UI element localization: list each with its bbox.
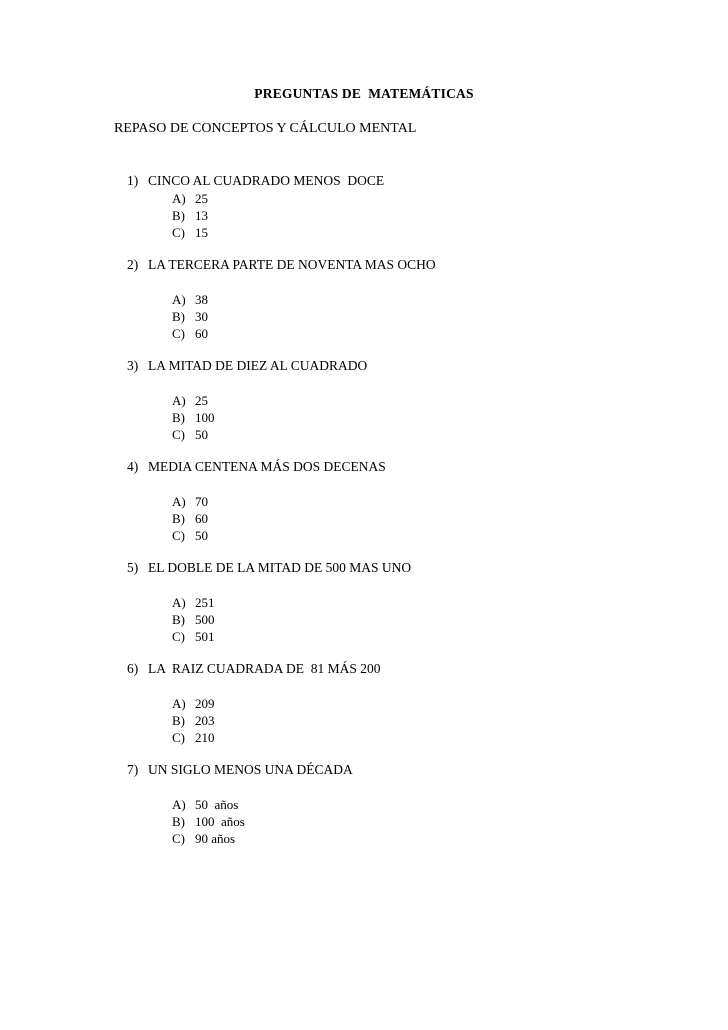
question-7 [127,761,687,847]
option-list [172,594,687,645]
question-number: 2) [127,257,139,272]
option-b [172,611,687,628]
question-6 [127,660,687,746]
option-list [172,695,687,746]
option-a [172,796,687,813]
option-letter: B) [172,612,185,627]
question-text: EL DOBLE DE LA MITAD DE 500 MAS UNO [148,560,412,575]
option-letter: B) [172,814,185,829]
option-letter: B) [172,208,185,223]
option-a [172,190,687,207]
option-c [172,830,687,847]
option-value: 50 años [195,797,239,812]
option-value: 50 [195,528,208,543]
option-c [172,224,687,241]
option-letter: A) [172,393,186,408]
option-letter: A) [172,696,186,711]
option-letter: C) [172,730,185,745]
option-value: 25 [195,191,208,206]
option-letter: C) [172,629,185,644]
option-letter: C) [172,528,185,543]
option-value: 60 [195,326,208,341]
option-value: 70 [195,494,208,509]
option-value: 100 años [195,814,245,829]
option-c [172,628,687,645]
option-letter: C) [172,326,185,341]
option-value: 203 [195,713,215,728]
option-b [172,510,687,527]
question-text: MEDIA CENTENA MÁS DOS DECENAS [148,459,386,474]
question-text: LA RAIZ CUADRADA DE 81 MÁS 200 [148,661,381,676]
question-number: 6) [127,661,139,676]
option-letter: C) [172,831,185,846]
option-value: 251 [195,595,215,610]
option-letter: A) [172,191,186,206]
option-letter: B) [172,713,185,728]
option-b [172,308,687,325]
option-value: 500 [195,612,215,627]
question-5 [127,559,687,645]
option-letter: A) [172,292,186,307]
question-number: 3) [127,358,139,373]
option-a [172,695,687,712]
option-c [172,325,687,342]
option-a [172,493,687,510]
option-value: 60 [195,511,208,526]
question-3 [127,357,687,443]
option-letter: A) [172,595,186,610]
question-number: 4) [127,459,139,474]
document-subtitle: REPASO DE CONCEPTOS Y CÁLCULO MENTAL [114,121,417,136]
option-letter: A) [172,494,186,509]
document-title: PREGUNTAS DE MATEMÁTICAS [254,86,474,101]
question-list [127,172,687,862]
option-c [172,527,687,544]
option-value: 13 [195,208,208,223]
question-4 [127,458,687,544]
question-text: LA MITAD DE DIEZ AL CUADRADO [148,358,368,373]
option-value: 50 [195,427,208,442]
option-value: 501 [195,629,215,644]
question-number: 7) [127,762,139,777]
option-letter: B) [172,309,185,324]
question-text: UN SIGLO MENOS UNA DÉCADA [148,762,353,777]
option-value: 90 años [195,831,236,846]
question-number: 5) [127,560,139,575]
question-1 [127,172,687,241]
option-a [172,594,687,611]
option-letter: C) [172,225,185,240]
option-list [172,493,687,544]
option-value: 210 [195,730,215,745]
option-c [172,729,687,746]
option-value: 38 [195,292,208,307]
option-b [172,207,687,224]
option-value: 30 [195,309,208,324]
option-letter: B) [172,511,185,526]
option-a [172,291,687,308]
option-list [172,291,687,342]
question-number: 1) [127,173,139,188]
option-letter: A) [172,797,186,812]
option-list [172,190,687,241]
option-value: 209 [195,696,215,711]
option-list [172,796,687,847]
question-text: LA TERCERA PARTE DE NOVENTA MAS OCHO [148,257,436,272]
question-2 [127,256,687,342]
option-a [172,392,687,409]
option-b [172,712,687,729]
question-text: CINCO AL CUADRADO MENOS DOCE [148,173,385,188]
option-letter: B) [172,410,185,425]
option-c [172,426,687,443]
option-list [172,392,687,443]
option-letter: C) [172,427,185,442]
option-value: 25 [195,393,208,408]
option-b [172,409,687,426]
option-value: 15 [195,225,208,240]
option-value: 100 [195,410,215,425]
option-b [172,813,687,830]
